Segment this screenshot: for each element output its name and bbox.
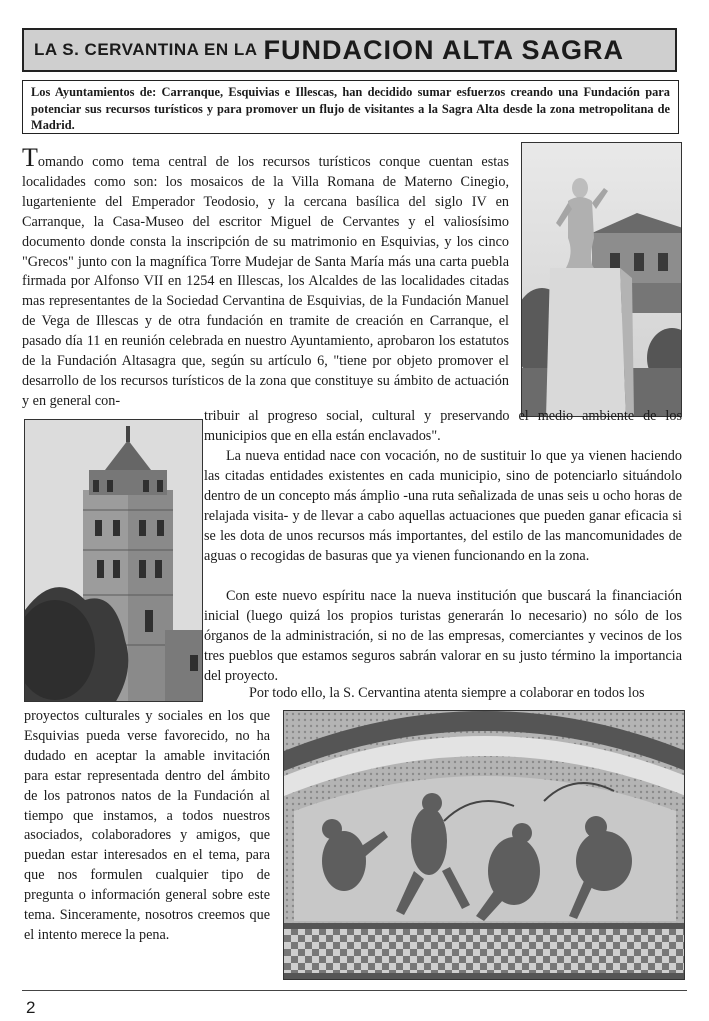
page-number: 2: [26, 998, 36, 1017]
lead-paragraph: Los Ayuntamientos de: Carranque, Esquivias e Illescas, han decidido sumar esfuerzos creando una Fundación para potenciar sus recursos turísticos y para promover un flujo de visitantes a la Sagra Alta desde la zona metropolitana de Madrid.: [22, 80, 679, 134]
paragraph-1-cont-text: tribuir al progreso social, cultural y preservando el medio ambiente de los municipios que en ella están enclavados".: [204, 408, 682, 444]
tower-photo: [24, 419, 203, 702]
mosaic-photo: [283, 710, 685, 980]
paragraph-4-start: Por todo ello, la S. Cervantina atenta siempre a colaborar en todos los: [249, 685, 645, 701]
paragraph-3: Con este nuevo espíritu nace la nueva institución que buscará la financiación inicial (luego quizá los propios turistas generarán lo necesario) no sólo de los órganos de la administración, si no de las empresas, comerciantes y vecinos de los tres pueblos que estamos seguros sabrán valorar en su justo término la importancia del proyecto.: [204, 588, 682, 684]
paragraph-1-continuation: [204, 407, 682, 447]
paragraph-4-rest: proyectos culturales y sociales en los que Esquivias pueda verse favorecido, no ha dudado en aceptar la amable invitación para estar representada dentro del ámbito de los patronos natos de la Fundación al tiempo que instamos, a todos nuestros asociados, colaboradores y amigos, que puedan estar interesados en el tema, para que nos formulen cualquier tipo de pregunta o información general sobre este tema. Sinceramente, nosotros creemos que el intento merece la pena.: [24, 708, 270, 943]
footer-rule: [22, 990, 687, 991]
paragraph-2: La nueva entidad nace con vocación, no de sustituir lo que ya vienen haciendo las citadas entidades existentes en cada municipio, sino de potenciarlo situándolo dentro de un concepto más ámplio -una ruta señalizada de unas seis u ocho horas de relajada visita- y de llevar a cabo aquellas actuaciones que pueden ganar eficacia si se les dota de unos recursos más importantes, del estilo de las mancomunidades de aguas o recogidas de basuras que ya vienen funcionando en la zona.: [204, 448, 682, 564]
title-main: FUNDACION ALTA SAGRA: [263, 34, 624, 65]
statue-photo: [521, 142, 682, 417]
title-prefix: LA S. CERVANTINA EN LA: [34, 40, 258, 59]
drop-cap: T: [22, 143, 38, 172]
paragraph-1-text: omando como tema central de los recursos turísticos conque cuentan estas localidades como son: los mosaicos de la Villa Romana de Materno Cinegio, lugarteniente del Emperador Teodosio, y la cercana basílica del siglo IV en Carranque, la Casa-Museo del escritor Miguel de Cervantes y el valiosísimo documento donde consta la inscripción de su matrimonio en Esquivias, y los cinco "Grecos" junto con la magnífica Torre Mudejar de Santa María más una carta puebla firmada por Alfonso VII en 1254 en Illescas, los Alcaldes de las localidades citadas mas representantes de la Sociedad Cervantina de Esquivias, de la Fundación Manuel de Vega de Illescas y de otra fundación en tramite de creación en Carranque, el pasado día 11 en reunión celebrada en nuestro Ayuntamiento, aprobaron los estatutos de la Fundación Altasagra que, según su artículo 6, "tiene por objeto promover el desarrollo de los recursos turísticos de la zona que constituye su ámbito de actuación y en general con-: [22, 154, 509, 409]
title-banner: [22, 28, 677, 72]
paragraph-1: [22, 143, 509, 412]
